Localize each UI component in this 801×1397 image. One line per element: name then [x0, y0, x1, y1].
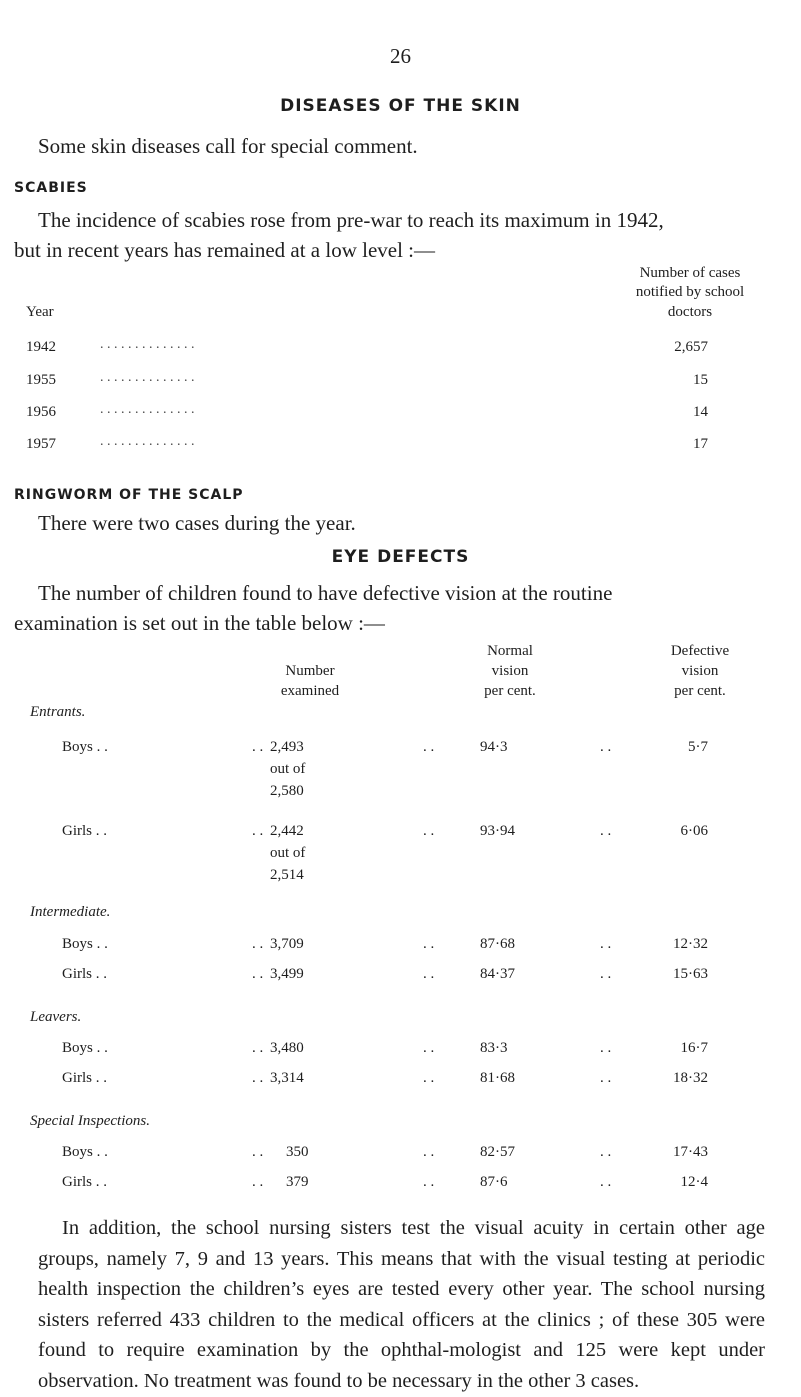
- row-normal: 82·57: [480, 1144, 515, 1160]
- scabies-cases: 2,657: [674, 339, 708, 355]
- row-label: Girls . .: [62, 966, 107, 982]
- row-leader: . .: [252, 823, 264, 839]
- row-defective: 12·4: [680, 1174, 708, 1190]
- row-normal: 87·68: [480, 936, 515, 952]
- eye-col-normal-2: vision: [491, 663, 529, 679]
- row-leader: . .: [600, 739, 612, 755]
- row-leader: . .: [252, 1070, 264, 1086]
- scabies-cases: 15: [693, 372, 708, 388]
- page-number: 26: [390, 44, 411, 68]
- row-leader: . .: [423, 1174, 435, 1190]
- row-defective: 5·7: [688, 739, 708, 755]
- scabies-col-cases-2: notified by school: [635, 284, 745, 300]
- eye-col-number-2: examined: [280, 683, 340, 699]
- row-leader: . .: [423, 1040, 435, 1056]
- row-label: Boys . .: [62, 739, 108, 755]
- row-defective: 18·32: [673, 1070, 708, 1086]
- eye-col-defective-1: Defective: [670, 643, 730, 659]
- row-total: 2,580: [270, 783, 304, 799]
- row-leader: . .: [252, 966, 264, 982]
- scabies-year: 1955: [26, 372, 56, 388]
- leader-dots: . . . . . . . . . . . . . .: [100, 434, 195, 449]
- intro-text: Some skin diseases call for special comment.: [38, 134, 418, 158]
- page-title: DISEASES OF THE SKIN: [280, 96, 521, 116]
- row-leader: . .: [423, 823, 435, 839]
- row-leader: . .: [600, 936, 612, 952]
- row-leader: . .: [423, 966, 435, 982]
- row-leader: . .: [252, 936, 264, 952]
- row-label: Boys . .: [62, 1144, 108, 1160]
- row-number: 379: [286, 1174, 309, 1190]
- row-normal: 83·3: [480, 1040, 508, 1056]
- row-number: 2,442: [270, 823, 304, 839]
- row-leader: . .: [252, 1040, 264, 1056]
- scabies-line-2: but in recent years has remained at a low level :—: [14, 238, 436, 262]
- ringworm-heading: RINGWORM OF THE SCALP: [14, 487, 244, 503]
- scabies-year: 1957: [26, 436, 56, 452]
- row-normal: 93·94: [480, 823, 515, 839]
- row-leader: . .: [252, 1174, 264, 1190]
- eye-line-1: The number of children found to have defective vision at the routine: [38, 581, 613, 605]
- row-label: Boys . .: [62, 936, 108, 952]
- row-number: 350: [286, 1144, 309, 1160]
- row-number: 3,480: [270, 1040, 304, 1056]
- row-defective: 12·32: [673, 936, 708, 952]
- eye-col-number-1: Number: [285, 663, 335, 679]
- closing-paragraph: In addition, the school nursing sisters test the visual acuity in certain other age groups, namely 7, 9 and 13 years. This means that with the visual testing at periodic health inspection the children’s eyes are tested every other year. The school nursing sisters referred 433 children to the medical officers at the clinics ; of these 305 were found to require examination by the ophthal-mologist and 125 were kept under observation. No treatment was found to be necessary in the other 3 cases.: [38, 1217, 765, 1392]
- group-intermediate: Intermediate.: [30, 904, 111, 920]
- row-leader: . .: [252, 739, 264, 755]
- scabies-col-year: Year: [26, 304, 54, 320]
- eye-col-defective-2: vision: [681, 663, 719, 679]
- group-entrants: Entrants.: [30, 704, 86, 720]
- row-leader: . .: [600, 1040, 612, 1056]
- eye-line-2: examination is set out in the table below :—: [14, 611, 385, 635]
- row-label: Girls . .: [62, 1070, 107, 1086]
- row-normal: 94·3: [480, 739, 508, 755]
- scabies-heading: SCABIES: [14, 180, 88, 196]
- row-label: Girls . .: [62, 1174, 107, 1190]
- scabies-col-cases-3: doctors: [667, 304, 713, 320]
- row-out-of: out of: [270, 761, 306, 777]
- row-leader: . .: [252, 1144, 264, 1160]
- eye-col-normal-3: per cent.: [484, 683, 536, 699]
- row-defective: 16·7: [680, 1040, 708, 1056]
- group-leavers: Leavers.: [30, 1009, 82, 1025]
- row-defective: 15·63: [673, 966, 708, 982]
- row-out-of: out of: [270, 845, 306, 861]
- scabies-col-cases-1: Number of cases: [639, 265, 741, 281]
- row-number: 2,493: [270, 739, 304, 755]
- row-leader: . .: [600, 823, 612, 839]
- leader-dots: . . . . . . . . . . . . . .: [100, 402, 195, 417]
- row-defective: 17·43: [673, 1144, 708, 1160]
- leader-dots: . . . . . . . . . . . . . .: [100, 370, 195, 385]
- row-leader: . .: [423, 936, 435, 952]
- row-label: Boys . .: [62, 1040, 108, 1056]
- row-normal: 87·6: [480, 1174, 508, 1190]
- row-leader: . .: [600, 1144, 612, 1160]
- row-number: 3,709: [270, 936, 304, 952]
- leader-dots: . . . . . . . . . . . . . .: [100, 337, 195, 352]
- scabies-cases: 17: [693, 436, 708, 452]
- scabies-line-1: The incidence of scabies rose from pre-war to reach its maximum in 1942,: [38, 208, 664, 232]
- eye-heading: EYE DEFECTS: [331, 547, 470, 567]
- group-special: Special Inspections.: [30, 1113, 150, 1129]
- row-leader: . .: [423, 1144, 435, 1160]
- scabies-cases: 14: [693, 404, 708, 420]
- row-leader: . .: [600, 966, 612, 982]
- scabies-year: 1956: [26, 404, 56, 420]
- row-defective: 6·06: [680, 823, 708, 839]
- scabies-year: 1942: [26, 339, 56, 355]
- row-number: 3,499: [270, 966, 304, 982]
- row-leader: . .: [423, 1070, 435, 1086]
- row-leader: . .: [423, 739, 435, 755]
- row-leader: . .: [600, 1174, 612, 1190]
- row-label: Girls . .: [62, 823, 107, 839]
- row-normal: 81·68: [480, 1070, 515, 1086]
- eye-col-normal-1: Normal: [487, 643, 533, 659]
- row-total: 2,514: [270, 867, 304, 883]
- row-normal: 84·37: [480, 966, 515, 982]
- ringworm-text: There were two cases during the year.: [38, 511, 356, 535]
- row-number: 3,314: [270, 1070, 304, 1086]
- row-leader: . .: [600, 1070, 612, 1086]
- eye-col-defective-3: per cent.: [674, 683, 726, 699]
